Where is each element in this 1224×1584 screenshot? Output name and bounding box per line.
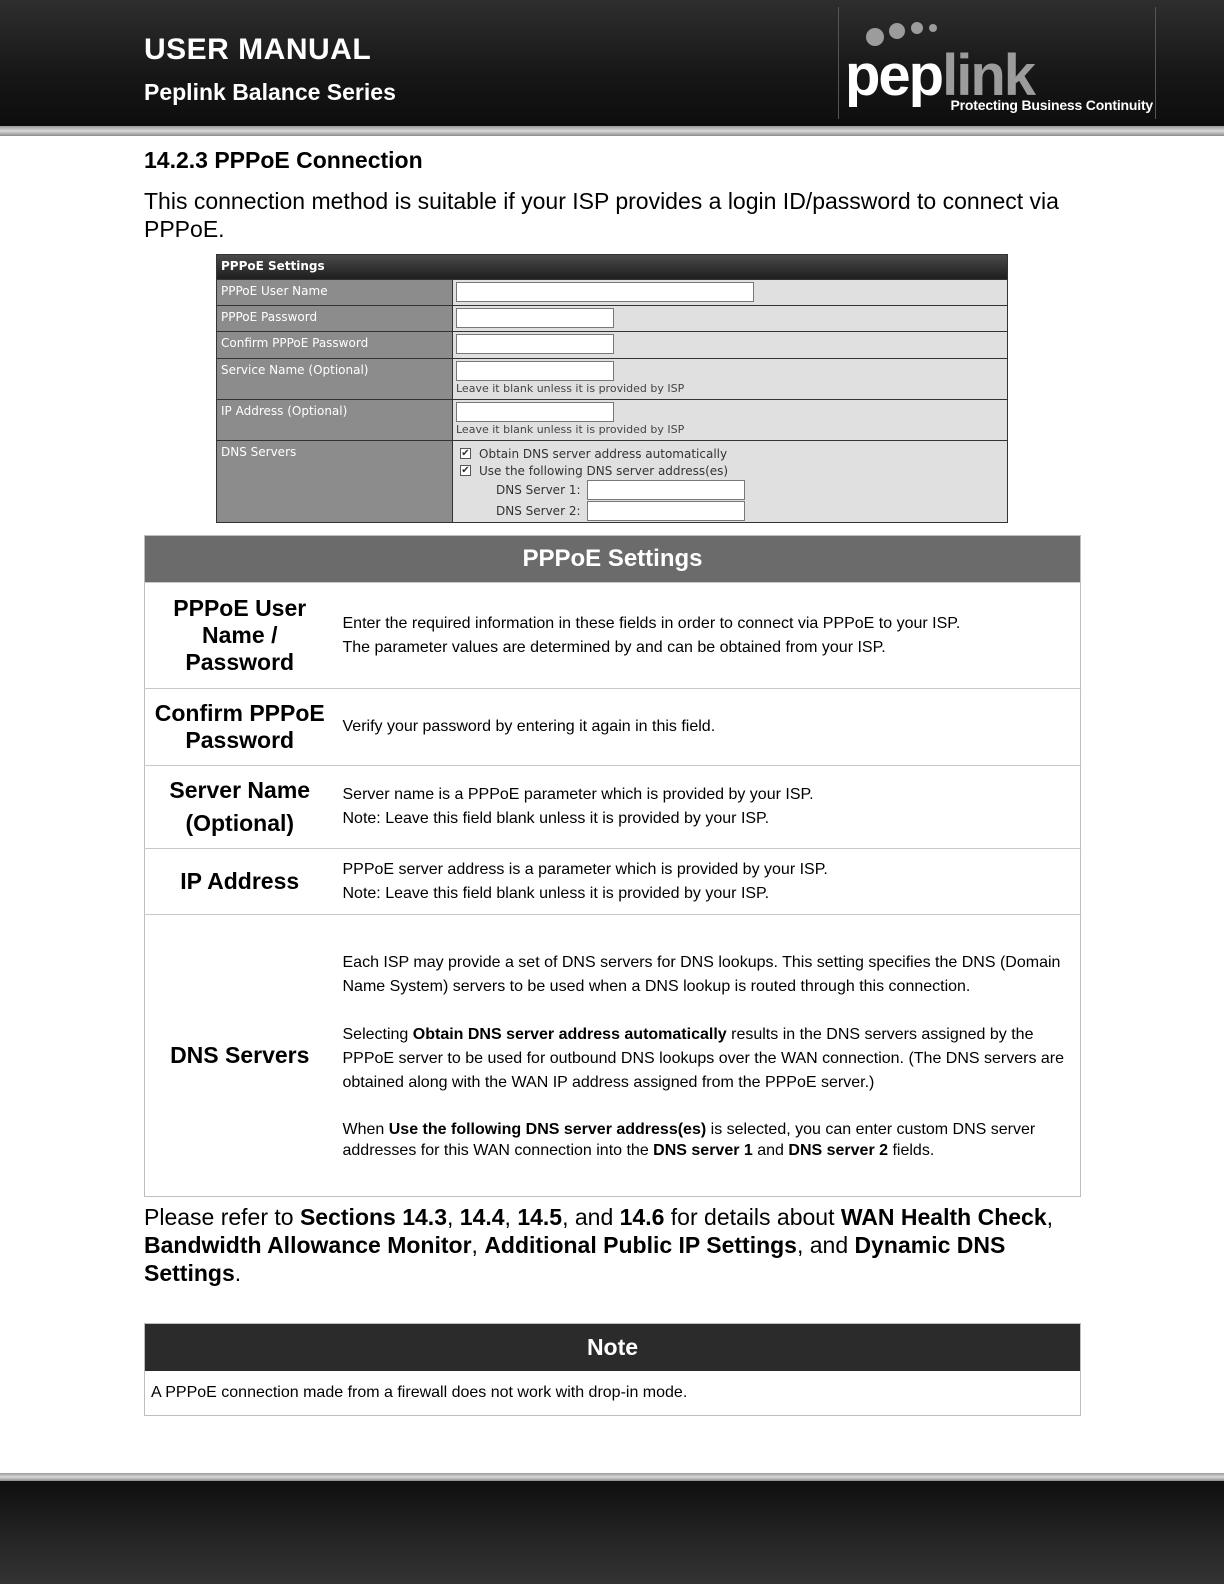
field-hint: Leave it blank unless it is provided by ISP <box>456 382 685 395</box>
table-term: IP Address <box>145 849 335 915</box>
dns-server-2-input[interactable] <box>587 501 745 521</box>
footer-divider <box>0 1473 1224 1481</box>
table-desc-line: Note: Leave this field blank unless it is provided by your ISP. <box>342 810 770 827</box>
table-title: PPPoE Settings <box>145 536 1081 583</box>
screenshot-label: PPPoE Password <box>217 306 453 331</box>
dns-manual-label: Use the following DNS server address(es) <box>479 463 729 478</box>
screenshot-label: IP Address (Optional) <box>217 400 453 440</box>
dns-auto-checkbox[interactable]: ✔ <box>461 448 470 459</box>
pppoe-settings-table <box>144 535 1081 1197</box>
user-name-input[interactable] <box>456 282 754 302</box>
screenshot-label: Service Name (Optional) <box>217 359 453 399</box>
screenshot-row-confirm <box>217 331 1007 358</box>
intro-paragraph: This connection method is suitable if your ISP provides a login ID/password to connect via PPPoE. <box>144 188 1059 242</box>
table-desc-line: Note: Leave this field blank unless it is provided by your ISP. <box>342 884 770 902</box>
screenshot-label: DNS Servers <box>217 441 453 522</box>
page-footer <box>0 1481 1224 1584</box>
header-divider <box>0 126 1224 136</box>
note-body: A PPPoE connection made from a firewall does not work with drop-in mode. <box>151 1384 688 1401</box>
table-term: DNS Servers <box>145 915 335 1197</box>
table-term: Server Name (Optional) <box>145 766 335 849</box>
note-box <box>144 1323 1081 1416</box>
screenshot-label: Confirm PPPoE Password <box>217 332 453 358</box>
table-row <box>145 766 1081 849</box>
table-row <box>145 849 1081 915</box>
table-row <box>145 689 1081 766</box>
screenshot-row-password <box>217 305 1007 331</box>
manual-title: USER MANUAL <box>144 33 372 66</box>
table-term: Confirm PPPoE Password <box>145 689 335 766</box>
pppoe-settings-screenshot <box>216 254 1008 523</box>
table-desc-line: Server name is a PPPoE parameter which is provided by your ISP. <box>342 786 814 803</box>
ip-address-input[interactable] <box>456 402 614 422</box>
screenshot-label: PPPoE User Name <box>217 280 453 305</box>
password-input[interactable] <box>456 308 614 328</box>
table-desc-paragraph: Each ISP may provide a set of DNS servers for DNS lookups. This setting specifies the DNS (Domain Name System) servers to be used when a DNS lookup is routed through this connection. <box>342 953 1061 995</box>
screenshot-row-service <box>217 358 1007 399</box>
table-row <box>145 583 1081 689</box>
refer-paragraph: Please refer to Sections 14.3, 14.4, 14.5, and 14.6 for details about WAN Health Check, Bandwidth Allowance Monitor, Additional Public IP Settings, and Dynamic DNS Settings. <box>144 1204 1054 1286</box>
confirm-password-input[interactable] <box>456 334 614 354</box>
screenshot-row-ip <box>217 399 1007 440</box>
table-row <box>145 915 1081 1197</box>
dns-auto-label: Obtain DNS server address automatically <box>479 446 728 461</box>
dns-manual-checkbox[interactable]: ✔ <box>461 465 470 476</box>
service-name-input[interactable] <box>456 361 614 381</box>
manual-subtitle: Peplink Balance Series <box>144 79 396 105</box>
table-desc-line: Verify your password by entering it again in this field. <box>342 718 716 735</box>
logo-tagline: Protecting Business Continuity <box>950 97 1153 113</box>
section-heading: 14.2.3 PPPoE Connection <box>144 147 423 173</box>
table-term: PPPoE User Name / Password <box>145 583 335 689</box>
dns-server-1-label: DNS Server 1: <box>496 482 581 497</box>
screenshot-row-dns <box>217 440 1007 522</box>
field-hint: Leave it blank unless it is provided by ISP <box>456 423 685 436</box>
table-desc-line: Enter the required information in these fields in order to connect via PPPoE to your ISP. <box>342 614 961 632</box>
peplink-logo <box>838 7 1156 119</box>
screenshot-row-user-name <box>217 279 1007 305</box>
table-desc-line: PPPoE server address is a parameter which is provided by your ISP. <box>342 860 828 878</box>
table-desc-paragraph: Selecting Obtain DNS server address automatically results in the DNS servers assigned by the PPPoE server to be used for outbound DNS lookups over the WAN connection. (The DNS servers are obtained along with the WAN IP address assigned from the PPPoE server.) <box>342 1025 1065 1091</box>
dns-server-1-input[interactable] <box>587 480 745 500</box>
page-header <box>0 0 1224 128</box>
table-desc-paragraph: When Use the following DNS server address(es) is selected, you can enter custom DNS server addresses for this WAN connection into the DNS server 1 and DNS server 2 fields. <box>342 1120 1036 1159</box>
screenshot-title: PPPoE Settings <box>217 255 1007 279</box>
table-desc-line: The parameter values are determined by and can be obtained from your ISP. <box>342 638 886 656</box>
logo-wordmark: peplink <box>845 43 1035 108</box>
note-title: Note <box>145 1324 1080 1371</box>
dns-server-2-label: DNS Server 2: <box>496 503 581 518</box>
